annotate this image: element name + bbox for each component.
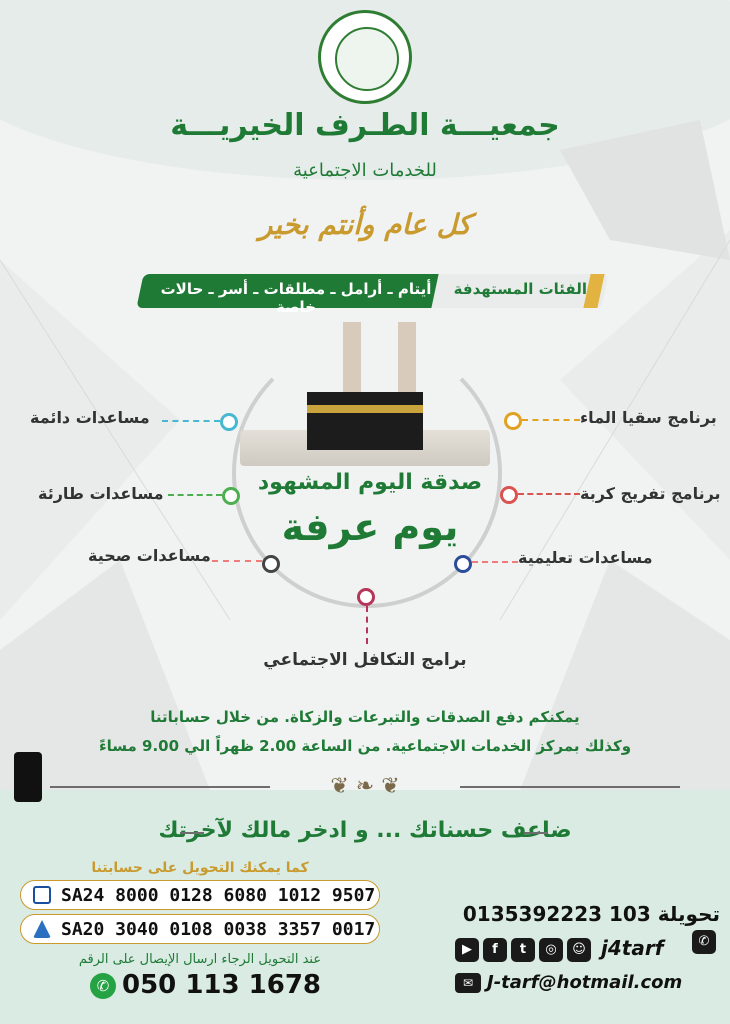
- side-label-badge: [14, 752, 42, 802]
- program-relief: برنامج تفريج كربة: [580, 484, 721, 503]
- transfer-note: عند التحويل الرجاء ارسال الإيصال على الرقم: [78, 952, 322, 967]
- logo-emblem: [335, 27, 399, 91]
- slogan-dash-left: [180, 832, 204, 834]
- sadaqa-heading: صدقة اليوم المشهود: [257, 470, 483, 495]
- phone-icon: ✆: [692, 930, 716, 954]
- organization-subtitle: للخدمات الاجتماعية: [293, 160, 437, 181]
- payment-info-line-2: وكذلك بمركز الخدمات الاجتماعية. من الساعة 2.00 ظهراً الي 9.00 مساءً: [98, 737, 632, 755]
- social-handle[interactable]: j4tarf: [601, 936, 664, 960]
- program-emergency-aid: مساعدات طارئة: [38, 484, 164, 503]
- connector-line: [522, 419, 580, 421]
- kaaba-illustration: [307, 392, 423, 450]
- organization-logo: [318, 10, 412, 104]
- twitter-icon[interactable]: t: [511, 938, 535, 962]
- program-education: مساعدات تعليمية: [518, 548, 653, 567]
- kaaba-band: [307, 405, 423, 413]
- eid-greeting: كل عام وأنتم بخير: [258, 208, 472, 241]
- phone-number: 0135392223 تحويلة 103: [462, 902, 720, 926]
- mail-icon: ✉: [455, 973, 481, 993]
- program-dot: [500, 486, 518, 504]
- social-links: [455, 936, 715, 964]
- divider-left: [50, 786, 270, 788]
- footer-slogan: ضاعف حسناتك ... و ادخر مالك لآخرتك: [158, 818, 572, 843]
- youtube-icon[interactable]: ▶: [455, 938, 479, 962]
- bank-account-1[interactable]: [20, 880, 380, 910]
- email-address: J-tarf@hotmail.com: [487, 972, 683, 993]
- connector-line: [168, 494, 222, 496]
- bank-logo-icon: [33, 886, 51, 904]
- divider-right: [460, 786, 680, 788]
- program-health-aid: مساعدات صحية: [88, 546, 211, 565]
- connector-line: [212, 560, 262, 562]
- ornament-icon: ❦ ❧ ❦: [330, 774, 400, 799]
- minaret-right: [398, 322, 416, 400]
- snapchat-icon[interactable]: ☺: [567, 938, 591, 962]
- program-water: برنامج سقيا الماء: [580, 408, 717, 427]
- slogan-dash-right: [524, 832, 548, 834]
- target-groups-label: الفئات المستهدفة: [453, 280, 587, 298]
- bank-account-2[interactable]: [20, 914, 380, 944]
- email-contact[interactable]: [455, 972, 725, 993]
- program-dot: [220, 413, 238, 431]
- target-groups-bar: [140, 274, 605, 316]
- accounts-heading: كما يمكنك التحويل على حسابتنا: [91, 860, 309, 876]
- whatsapp-number: 050 113 1678: [122, 970, 322, 1000]
- payment-info-line-1: يمكنكم دفع الصدقات والتبرعات والزكاة. من خلال حساباتنا: [150, 708, 580, 726]
- arafa-heading: يوم عرفة: [281, 505, 459, 549]
- instagram-icon[interactable]: ◎: [539, 938, 563, 962]
- connector-line: [162, 420, 220, 422]
- program-permanent-aid: مساعدات دائمة: [30, 408, 150, 427]
- whatsapp-contact[interactable]: [90, 970, 350, 1000]
- bank-logo-icon: [33, 920, 51, 938]
- program-dot: [222, 487, 240, 505]
- whatsapp-icon: ✆: [90, 973, 116, 999]
- target-groups-list: أيتام ـ أرامل ـ مطلقات ـ أسر ـ حالات خاصة: [160, 280, 432, 316]
- program-dot: [262, 555, 280, 573]
- iban-1: SA24 8000 0128 6080 1012 9507: [61, 885, 376, 906]
- connector-line: [472, 561, 518, 563]
- program-dot: [504, 412, 522, 430]
- organization-title: جمعيـــة الطـرف الخيريـــة: [170, 108, 560, 143]
- program-dot: [454, 555, 472, 573]
- connector-line: [366, 606, 368, 644]
- iban-2: SA20 3040 0108 0038 3357 0017: [61, 919, 376, 940]
- facebook-icon[interactable]: f: [483, 938, 507, 962]
- minaret-left: [343, 322, 361, 400]
- connector-line: [518, 493, 580, 495]
- social-solidarity-programs: برامج التكافل الاجتماعي: [263, 650, 467, 670]
- program-dot: [357, 588, 375, 606]
